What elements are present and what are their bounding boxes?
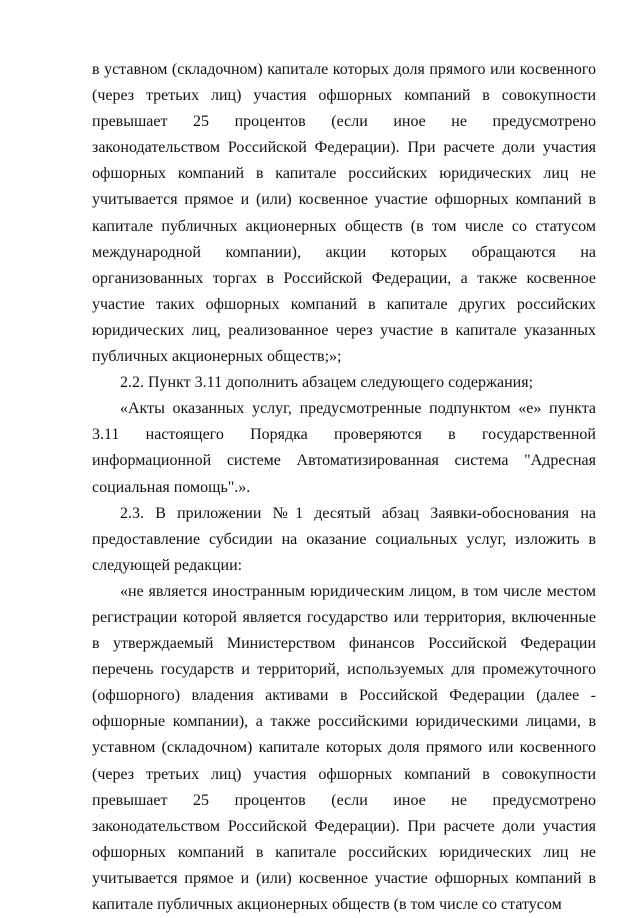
paragraph-2-2: 2.2. Пункт 3.11 дополнить абзацем следующего содержания; [120, 374, 534, 392]
document-page [92, 57, 596, 918]
paragraph-new-wording: «не является иностранным юридическим лицом, в том числе местом регистрации которой является государство или территория, включенные в утверждаемый Министерством финансов Российской Федерации перечень государств и территорий, используемых для промежуточного (офшорного) владения активами в Российской Федерации (далее - офшорные компании), а также российскими юридическими лицами, в уставном (складочном) капитале которых доля прямого или косвенного (через третьих лиц) участия офшорных компаний в совокупности превышает 25 процентов (если иное не предусмотрено законодательством Российской Федерации). При расчете доли участия офшорных компаний в капитале российских юридических лиц не учитывается прямое и (или) косвенное участие офшорных компаний в капитале публичных акционерных обществ (в том числе со статусом [92, 582, 596, 913]
paragraph-acts-quote: «Акты оказанных услуг, предусмотренные подпунктом «е» пункта 3.11 настоящего Порядка проверяются в государственной информационной системе Автоматизированная система "Адресная социальная помощь".». [92, 400, 596, 496]
paragraph-continuation: в уставном (складочном) капитале которых доля прямого или косвенного (через третьих лиц) участия офшорных компаний в совокупности превышает 25 процентов (если иное не предусмотрено законодательством Российской Федерации). При расчете доли участия офшорных компаний в капитале российских юридических лиц не учитывается прямое и (или) косвенное участие офшорных компаний в капитале публичных акционерных обществ (в том числе со статусом международной компании), акции которых обращаются на организованных торгах в Российской Федерации, а также косвенное участие таких офшорных компаний в капитале других российских юридических лиц, реализованное через участие в капитале указанных публичных акционерных обществ;»; [92, 61, 596, 366]
paragraph-2-3: 2.3. В приложении №1 десятый абзац Заявки-обоснования на предоставление субсидии на оказание социальных услуг, изложить в следующей редакции: [92, 504, 596, 574]
